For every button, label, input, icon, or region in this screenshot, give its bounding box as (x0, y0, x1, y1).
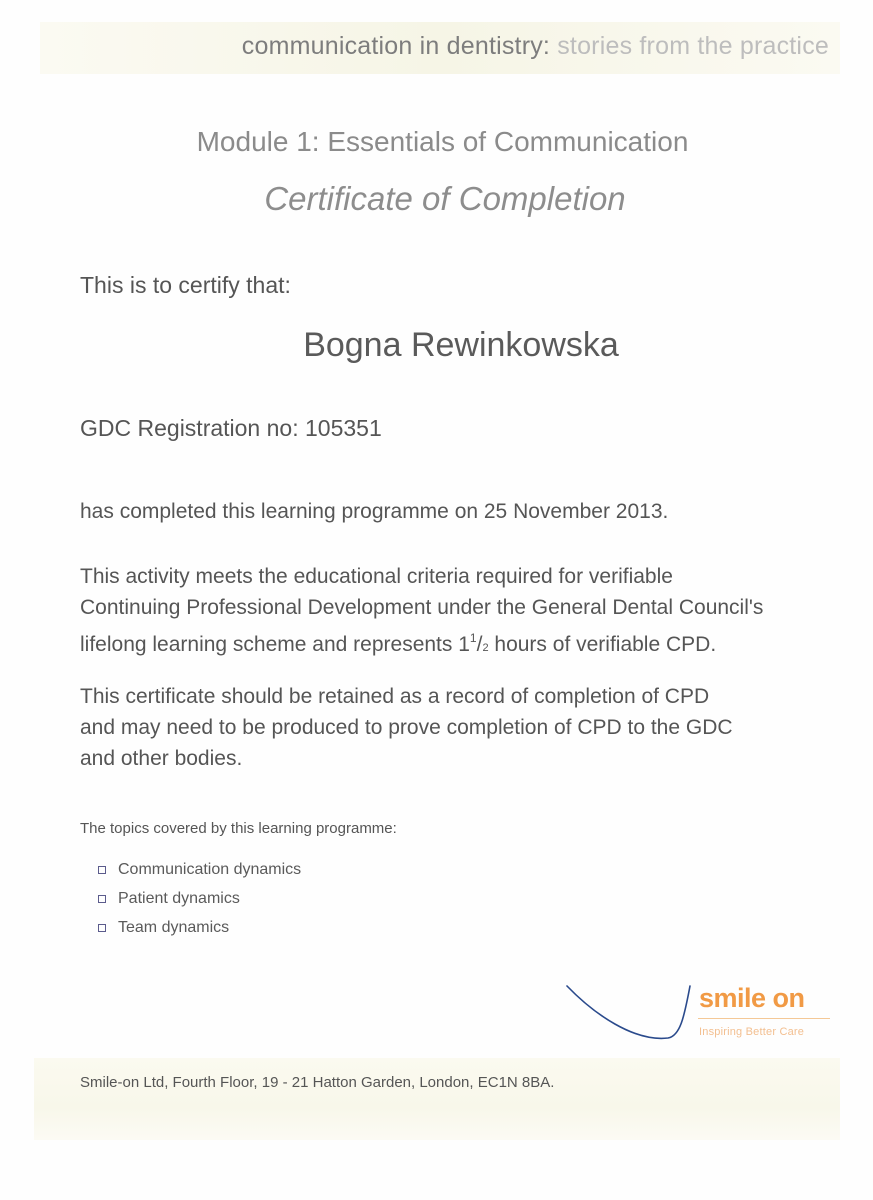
certify-intro: This is to certify that: (80, 272, 291, 298)
retain-line-2: and may need to be produced to prove completion of CPD to the GDC (80, 716, 733, 739)
fraction-denominator: 2 (482, 642, 489, 654)
activity-line-3-start: lifelong learning scheme and represents 1 (80, 633, 470, 656)
activity-line-1: This activity meets the educational criteria required for verifiable (80, 565, 673, 588)
topic-label: Communication dynamics (118, 860, 302, 878)
recipient-name: Bogna Rewinkowska (303, 326, 619, 364)
list-item (98, 855, 301, 884)
brand-tagline: Inspiring Better Care (699, 1026, 805, 1038)
retain-line-1: This certificate should be retained as a record of completion of CPD (80, 685, 710, 708)
cpd-activity-statement (80, 561, 840, 664)
certificate-title: Certificate of Completion (264, 180, 626, 217)
topics-heading: The topics covered by this learning programme: (80, 820, 397, 837)
retention-statement (80, 681, 840, 774)
smile-swoosh-icon (564, 982, 694, 1044)
activity-line-2: Continuing Professional Development under the General Dental Council's (80, 596, 764, 619)
checkbox-square-icon (98, 866, 106, 874)
completion-statement: has completed this learning programme on 25 November 2013. (80, 500, 669, 523)
topic-list (98, 855, 301, 942)
series-subtitle: stories from the practice (557, 32, 829, 60)
company-address: Smile-on Ltd, Fourth Floor, 19 - 21 Hatton Garden, London, EC1N 8BA. (80, 1074, 555, 1091)
activity-line-3-end: hours of verifiable CPD. (488, 633, 717, 656)
module-title: Module 1: Essentials of Communication (196, 126, 689, 157)
brand-logo-text: smile on (699, 983, 805, 1013)
gdc-registration: GDC Registration no: 105351 (80, 415, 382, 441)
series-main: communication in dentistry: (241, 32, 551, 60)
brand-underline (698, 1018, 830, 1019)
footer-band (34, 1058, 840, 1140)
retain-line-3: and other bodies. (80, 747, 243, 770)
checkbox-square-icon (98, 895, 106, 903)
fraction-numerator: 1 (469, 631, 477, 645)
cpd-hours-fraction: $^1$/2 (469, 631, 489, 656)
list-item (98, 913, 301, 942)
topic-label: Team dynamics (118, 918, 230, 936)
list-item (98, 884, 301, 913)
checkbox-square-icon (98, 924, 106, 932)
topic-label: Patient dynamics (118, 889, 240, 907)
series-title (242, 32, 829, 61)
